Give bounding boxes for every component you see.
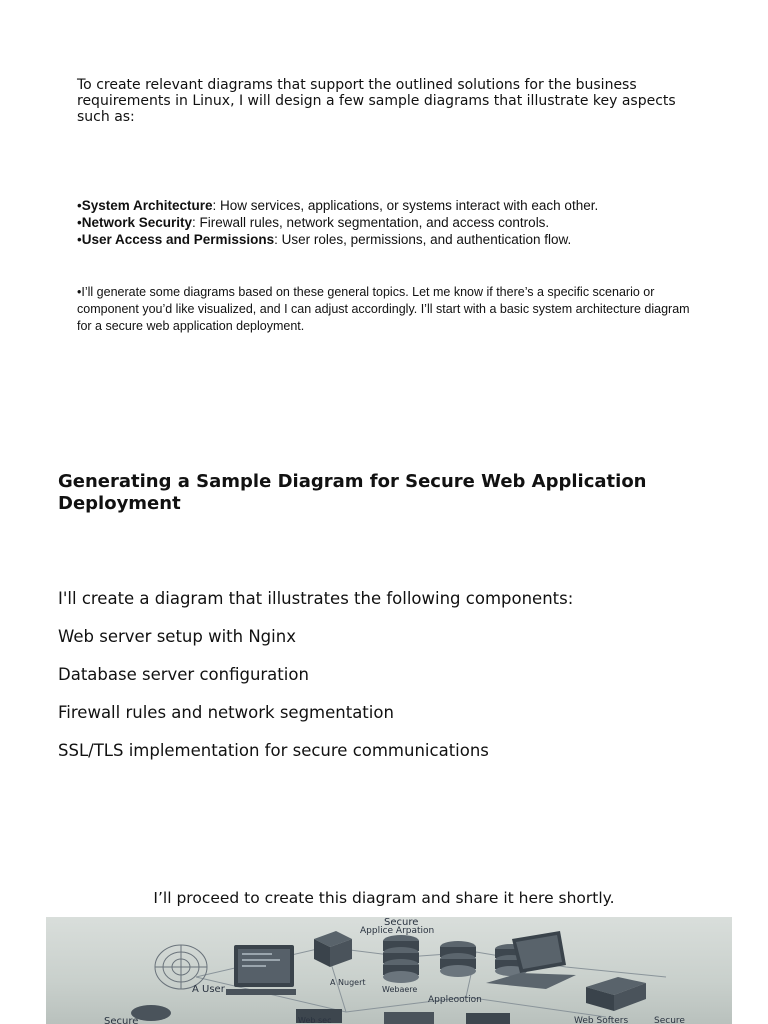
proceed-text: I’ll proceed to create this diagram and share it here shortly.: [153, 889, 615, 907]
topic-bullet-list: [77, 197, 717, 248]
bullet-network-security: •Network Security: Firewall rules, network segmentation, and access controls.: [77, 215, 550, 230]
diagram-label-secure: Secure: [384, 917, 419, 928]
architecture-diagram-image: [46, 917, 732, 1024]
diagram-label-web-softers: Web Softers: [574, 1016, 629, 1024]
component-intro: I'll create a diagram that illustrates the following components:: [58, 589, 574, 608]
component-item: Firewall rules and network segmentation: [58, 703, 394, 722]
bullet-desc: : User roles, permissions, and authentication flow.: [274, 232, 572, 247]
component-list: [58, 586, 573, 776]
note-text: I’ll generate some diagrams based on these general topics. Let me know if there’s a specific scenario or component you’d like visualized, and I can adjust accordingly. I’ll start with a basic system architecture diagram for a secure web application deployment.: [77, 285, 690, 333]
diagram-label-user: A User: [192, 984, 225, 995]
component-item: Database server configuration: [58, 665, 309, 684]
intro-paragraph: To create relevant diagrams that support the outlined solutions for the business requirements in Linux, I will design a few sample diagrams that illustrate key aspects such as:: [77, 77, 676, 125]
diagram-label-web-sec: Web sec: [298, 1016, 332, 1024]
component-item: SSL/TLS implementation for secure communications: [58, 741, 489, 760]
note-paragraph: •I’ll generate some diagrams based on these general topics. Let me know if there’s a specific scenario or component you’d like visualized, and I can adjust accordingly. I’ll start with a basic system architecture diagram for a secure web application deployment.: [77, 285, 690, 333]
bullet-desc: : Firewall rules, network segmentation, and access controls.: [192, 215, 550, 230]
diagram-label-appleootion: Appleootion: [428, 995, 482, 1005]
user-globe-icon: [155, 945, 207, 989]
component-item: Web server setup with Nginx: [58, 627, 296, 646]
bullet-term: User Access and Permissions: [81, 232, 275, 247]
diagram-label-nugert: A Nugert: [330, 978, 366, 987]
bullet-term: System Architecture: [81, 198, 213, 213]
diagram-label-secure-right: Secure: [654, 1016, 685, 1024]
server-cube-icon: [314, 931, 352, 967]
diagram-label-secure-bottom: Secure: [104, 1016, 139, 1024]
bullet-term: Network Security: [81, 215, 193, 230]
section-heading: Generating a Sample Diagram for Secure Web Application Deployment: [58, 471, 647, 514]
bullet-system-architecture: •System Architecture: How services, applications, or systems interact with each other.: [77, 198, 599, 213]
database-stack-icon: [440, 941, 476, 977]
diagram-label-webaere: Webaere: [382, 985, 418, 994]
bullet-desc: : How services, applications, or systems interact with each other.: [212, 198, 599, 213]
workstation-monitor-icon: [226, 945, 296, 995]
database-stack-icon: [383, 935, 419, 983]
bullet-user-access: •User Access and Permissions: User roles, permissions, and authentication flow.: [77, 232, 572, 247]
server-rack-icon: [586, 977, 646, 1011]
diagram-label-app: Applice Arpation: [360, 926, 435, 936]
